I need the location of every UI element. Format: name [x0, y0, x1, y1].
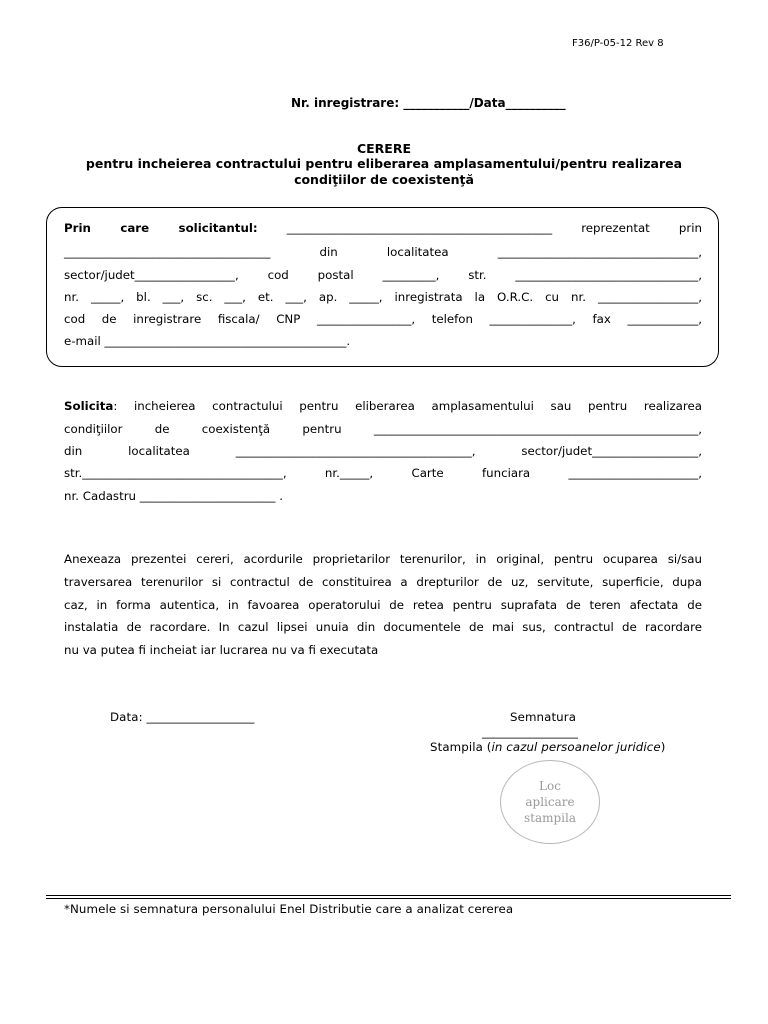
registration-number-line: Nr. inregistrare: ___________/Data__________: [291, 96, 566, 110]
date-field: Data: __________________: [110, 710, 255, 724]
form-code: F36/P-05-12 Rev 8: [572, 38, 664, 49]
footer-rule-top: [46, 895, 731, 896]
applicant-line-4: nr. _____, bl. ___, sc. ___, et. ___, ap. _____, inregistrata la O.R.C. cu nr. _________________,: [64, 290, 702, 304]
request-line-1: [64, 399, 702, 413]
stamp-text-line3: stampila: [523, 811, 577, 825]
request-label: Solicita: [64, 399, 114, 413]
applicant-line-5: cod de inregistrare fiscala/ CNP ________________, telefon ______________, fax ____________,: [64, 312, 702, 326]
stamp-placeholder-circle: [500, 760, 600, 844]
document-title: CERERE: [356, 141, 412, 156]
annex-line-2: traversarea terenurilor si contractul de constituirea a drepturilor de uz, servitute, superficie, dupa: [64, 575, 702, 589]
stamp-text-line2: aplicare: [525, 795, 575, 809]
footer-rule-bottom: [46, 898, 731, 899]
annex-line-1: Anexeaza prezentei cereri, acordurile proprietarilor terenurilor, in original, pentru ocuparea si/sau: [64, 552, 702, 566]
applicant-label: Prin care solicitantul:: [64, 221, 258, 235]
stamp-caption-note: in cazul persoanelor juridice: [491, 740, 661, 754]
annex-line-4: instalatia de racordare. In cazul lipsei unuia din documentele de mai sus, contractul de racordare: [64, 620, 702, 634]
document-subtitle-line2: condiţiilor de coexistenţă: [294, 172, 474, 187]
footnote: *Numele si semnatura personalului Enel Distributie care a analizat cererea: [64, 902, 514, 916]
signature-label: Semnatura: [510, 710, 577, 724]
applicant-line-2: ___________________________________ din localitatea __________________________________,: [64, 245, 702, 259]
request-line-5: nr. Cadastru _______________________ .: [64, 489, 283, 503]
stamp-text-line1: Loc: [539, 779, 561, 793]
applicant-line-1-text: _____________________________________________ reprezentat prin: [257, 221, 702, 235]
applicant-line-3: sector/judet_________________, cod postal _________, str. _______________________________,: [64, 268, 702, 282]
request-line-4: str.__________________________________, nr._____, Carte funciara ______________________,: [64, 466, 702, 480]
applicant-line-6: e-mail _________________________________________.: [64, 334, 351, 348]
request-line-1-text: : incheierea contractului pentru eliberarea amplasamentului sau pentru realizarea: [113, 399, 702, 413]
request-line-3: din localitatea ________________________________________, sector/judet__________________,: [64, 444, 702, 458]
annex-line-5: nu va putea fi incheiat iar lucrarea nu va fi executata: [64, 643, 379, 657]
annex-line-3: caz, in forma autentica, in favoarea operatorului de retea pentru suprafata de teren afectata de: [64, 598, 702, 612]
request-line-2: condiţiilor de coexistenţă pentru _______________________________________________________,: [64, 422, 702, 436]
stamp-caption: Stampila (in cazul persoanelor juridice): [430, 740, 666, 754]
document-subtitle-line1: pentru incheierea contractului pentru eliberarea amplasamentului/pentru realizarea: [85, 156, 683, 171]
signature-line: ________________: [482, 725, 578, 739]
applicant-line-1: [64, 221, 702, 235]
